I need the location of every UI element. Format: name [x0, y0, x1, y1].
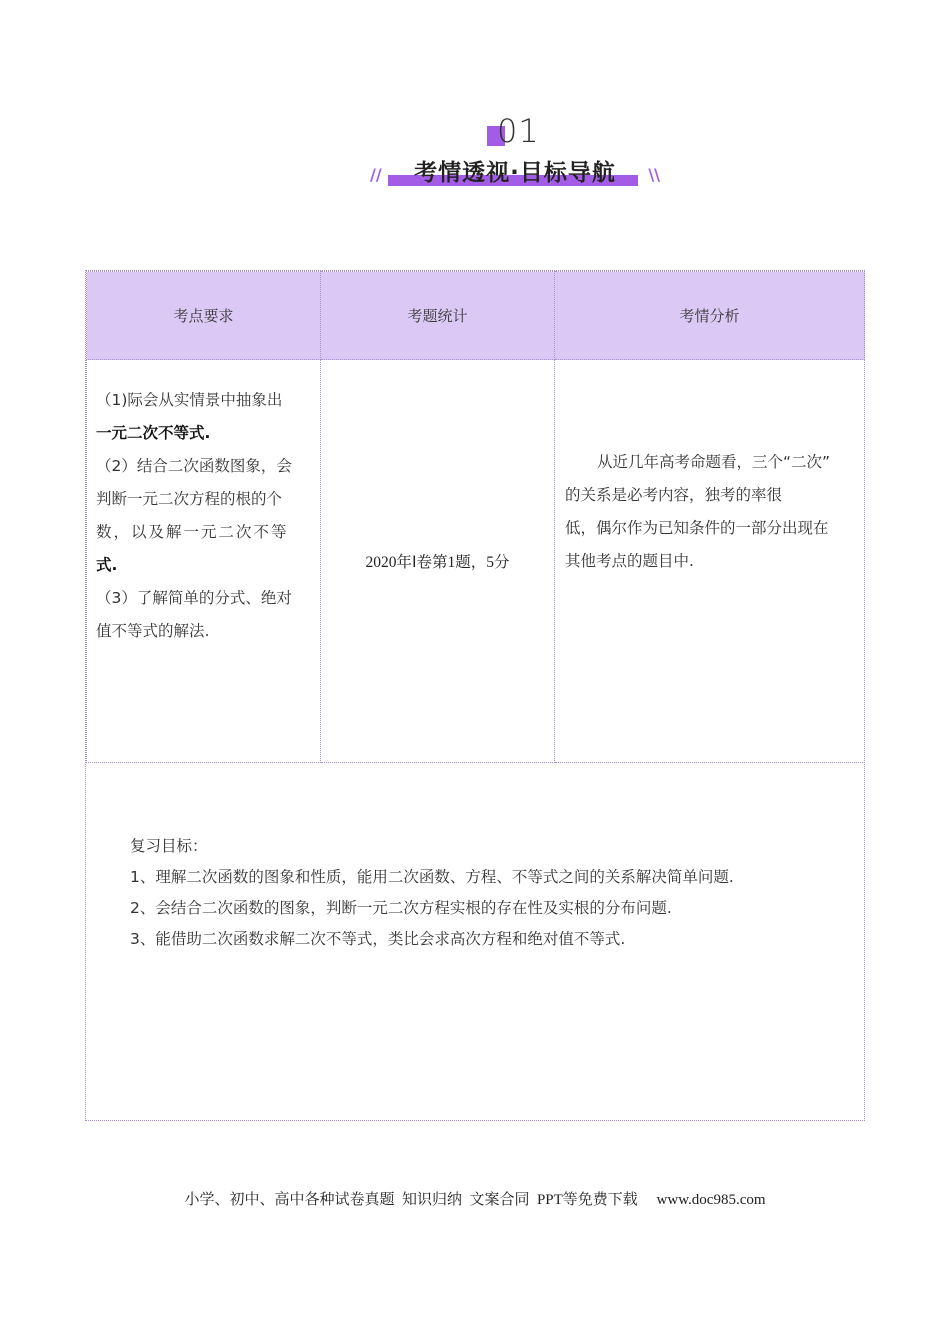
analysis-line: 从近几年高考命题看，三个“二次”	[597, 453, 831, 471]
section-number-badge	[487, 112, 547, 152]
analysis-cell	[555, 360, 865, 763]
table-header-row	[87, 272, 865, 360]
requirement-line: （2）结合二次函数图象，会	[96, 457, 292, 475]
page-footer: 小学、初中、高中各种试卷真题 知识归纳 文案合同 PPT等免费下载 www.doc985.com	[184, 1192, 766, 1208]
goal-item: 3、能借助二次函数求解二次不等式，类比会求高次方程和绝对值不等式.	[130, 930, 626, 948]
goals-heading: 复习目标：	[130, 837, 208, 855]
table-row	[87, 360, 865, 763]
statistics-cell: 2020年Ⅰ卷第1题，5分	[321, 360, 555, 763]
section-number: 01	[497, 112, 540, 150]
requirement-line: 值不等式的解法.	[96, 622, 210, 640]
goal-item: 2、会结合二次函数的图象，判断一元二次方程实根的存在性及实根的分布问题.	[130, 899, 672, 917]
review-goals	[130, 831, 850, 955]
exam-analysis-table	[86, 271, 865, 763]
analysis-line: 低，偶尔作为已知条件的一部分出现在	[565, 519, 829, 537]
requirement-line: （1)际会从实情景中抽象出	[96, 391, 283, 409]
header-cell-requirements: 考点要求	[87, 272, 321, 360]
decor-slash-right: \\	[648, 165, 660, 184]
requirement-line: 一元二次不等式.	[96, 424, 211, 442]
content-frame	[85, 270, 865, 1121]
header-cell-analysis: 考情分析	[555, 272, 865, 360]
requirement-line: 判断一元二次方程的根的个	[96, 490, 283, 508]
decor-slash-left: //	[370, 165, 382, 184]
header-cell-statistics: 考题统计	[321, 272, 555, 360]
section-title: 考情透视·目标导航	[414, 160, 616, 186]
requirement-line: 数，以及解一元二次不等	[96, 523, 289, 541]
requirements-cell	[87, 360, 321, 763]
section-title-banner	[370, 150, 660, 192]
analysis-line: 的关系是必考内容，独考的率很	[565, 486, 783, 504]
requirement-line: 式.	[96, 556, 118, 574]
requirement-line: （3）了解简单的分式、绝对	[96, 589, 292, 607]
goal-item: 1、理解二次函数的图象和性质，能用二次函数、方程、不等式之间的关系解决简单问题.	[130, 868, 734, 886]
analysis-line: 其他考点的题目中.	[565, 552, 694, 570]
